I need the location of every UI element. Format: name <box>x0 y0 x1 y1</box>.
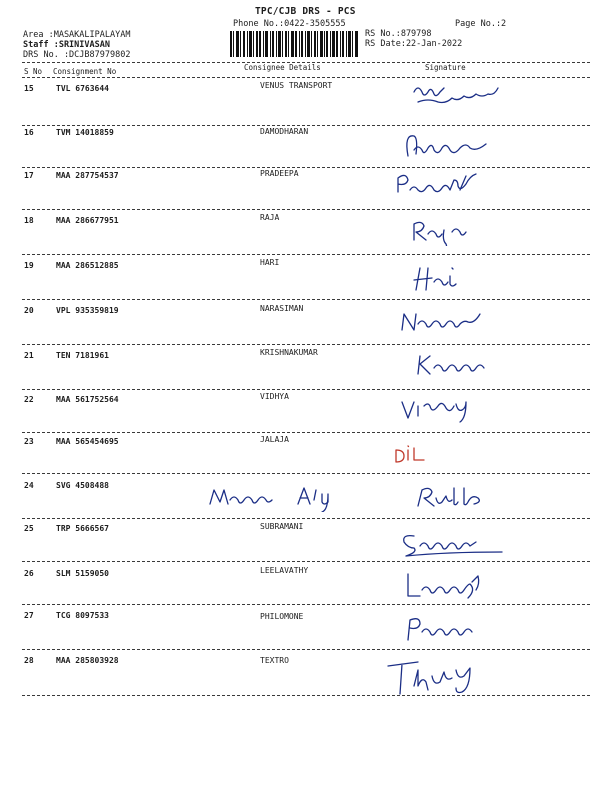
row-sno: 15 <box>24 84 34 93</box>
row-sno: 21 <box>24 351 34 360</box>
signature-mark <box>410 262 470 296</box>
column-header-divider <box>22 77 590 78</box>
row-consignment: TRP 5666567 <box>56 524 109 533</box>
handwritten-consignee-note <box>206 482 356 512</box>
row-consignee: VENUS TRANSPORT <box>260 81 333 90</box>
row-consignee: SUBRAMANI <box>260 522 304 531</box>
row-consignment: SLM 5159050 <box>56 569 109 578</box>
column-header-signature: Signature <box>425 63 466 72</box>
row-divider <box>22 649 590 650</box>
row-consignment: SVG 4508488 <box>56 481 109 490</box>
row-sno: 23 <box>24 437 34 446</box>
row-consignment: MAA 285803928 <box>56 656 119 665</box>
barcode-image <box>230 31 358 57</box>
row-sno: 26 <box>24 569 34 578</box>
row-consignee: HARI <box>260 258 280 267</box>
signature-mark <box>408 218 478 246</box>
signature-mark <box>412 482 502 512</box>
row-divider <box>22 473 590 474</box>
row-sno: 16 <box>24 128 34 137</box>
row-consignee: NARASIMAN <box>260 304 304 313</box>
row-consignee: VIDHYA <box>260 392 289 401</box>
column-header-consignment: Consignment No <box>53 67 117 76</box>
row-divider <box>22 167 590 168</box>
row-consignment: MAA 561752564 <box>56 395 119 404</box>
row-consignment: VPL 935359819 <box>56 306 119 315</box>
row-consignee: LEELAVATHY <box>260 566 309 575</box>
row-divider <box>22 432 590 433</box>
row-sno: 17 <box>24 171 34 180</box>
signature-mark <box>400 570 500 604</box>
signature-mark <box>398 392 488 426</box>
row-divider <box>22 389 590 390</box>
row-divider <box>22 695 590 696</box>
signature-mark <box>398 528 508 562</box>
area-label: Area :MASAKALIPALAYAM <box>23 30 131 40</box>
signature-mark <box>408 80 528 114</box>
row-sno: 24 <box>24 481 34 490</box>
signature-mark <box>392 168 492 202</box>
row-consignee: TEXTRO <box>260 656 289 665</box>
rs-date: RS Date:22-Jan-2022 <box>365 39 463 49</box>
staff-label: Staff :SRINIVASAN <box>23 40 110 50</box>
row-divider <box>22 518 590 519</box>
row-divider <box>22 299 590 300</box>
document-title: TPC/CJB DRS - PCS <box>255 6 356 17</box>
column-header-sno: S No <box>24 67 43 76</box>
row-sno: 18 <box>24 216 34 225</box>
row-consignment: MAA 286512885 <box>56 261 119 270</box>
red-ink-mark <box>392 444 436 466</box>
row-consignment: TCG 8097533 <box>56 611 109 620</box>
row-consignment: MAA 287754537 <box>56 171 119 180</box>
page-number: Page No.:2 <box>455 19 507 29</box>
row-divider <box>22 209 590 210</box>
row-consignee: PRADEEPA <box>260 169 299 178</box>
row-sno: 22 <box>24 395 34 404</box>
drs-number: DRS No. :DCJB87979802 <box>23 50 131 60</box>
signature-mark <box>396 306 496 336</box>
row-consignment: MAA 565454695 <box>56 437 119 446</box>
signature-mark <box>384 656 494 700</box>
row-consignee: JALAJA <box>260 435 289 444</box>
row-consignee: KRISHNAKUMAR <box>260 348 318 357</box>
row-sno: 20 <box>24 306 34 315</box>
signature-mark <box>400 128 520 168</box>
row-sno: 28 <box>24 656 34 665</box>
signature-mark <box>402 612 492 644</box>
signature-mark <box>412 348 502 378</box>
phone-number: Phone No.:0422-3505555 <box>233 19 346 29</box>
row-divider <box>22 125 590 126</box>
row-consignment: TVM 14018859 <box>56 128 114 137</box>
row-sno: 25 <box>24 524 34 533</box>
row-divider <box>22 254 590 255</box>
row-consignee: DAMODHARAN <box>260 127 309 136</box>
row-consignee: PHILOMONE <box>260 612 304 621</box>
rs-number: RS No.:879798 <box>365 29 432 39</box>
column-header-consignee: Consignee Details <box>244 63 321 72</box>
row-divider <box>22 604 590 605</box>
row-consignee: RAJA <box>260 213 280 222</box>
row-consignment: MAA 286677951 <box>56 216 119 225</box>
row-divider <box>22 561 590 562</box>
row-sno: 27 <box>24 611 34 620</box>
row-consignment: TEN 7181961 <box>56 351 109 360</box>
row-sno: 19 <box>24 261 34 270</box>
row-divider <box>22 344 590 345</box>
row-consignment: TVL 6763644 <box>56 84 109 93</box>
